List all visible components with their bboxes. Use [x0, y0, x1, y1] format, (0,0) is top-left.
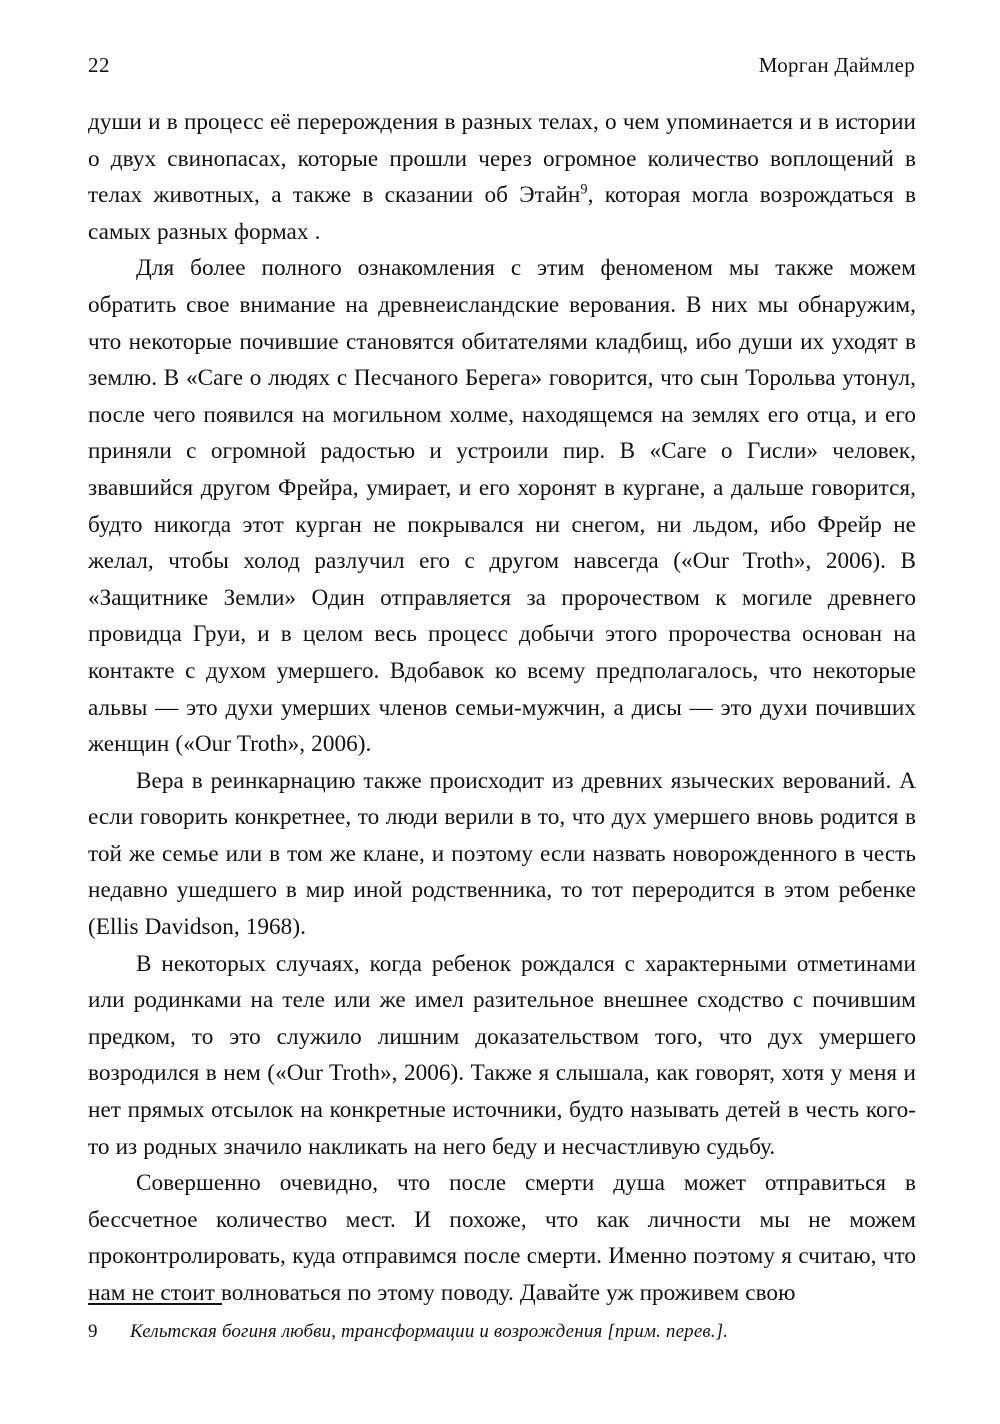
page-number: 22	[88, 53, 110, 77]
paragraph-2: Для более полного ознакомления с этим феноменом мы также можем обратить свое внимание на древнеисландские верования. В них мы обнаружим, что некоторые почившие становятся обитателями кладбищ, ибо души их уходят в землю. В «Саге о людях с Песчаного Берега» говорится, что сын Торольва утонул, после чего появился на могильном холме, находящемся на землях его отца, и его приняли с огромной радостью и устроили пир. В «Саге о Гисли» человек, звавшийся другом Фрейра, умирает, и его хоронят в кургане, а дальше говорится, будто никогда этот курган не покрывался ни снегом, ни льдом, ибо Фрейр не желал, чтобы холод разлучил его с другом навсегда («Our Troth», 2006). В «Защитнике Земли» Один отправляется за пророчеством к могиле древнего провидца Груи, и в целом весь процесс добычи этого пророчества основан на контакте с духом умершего. Вдобавок ко всему предполагалось, что некоторые альвы — это духи умерших членов семьи-мужчин, а дисы — это духи почивших женщин («Our Troth», 2006).	[88, 255, 916, 758]
footnote-text: Кельтская богиня любви, трансформации и возрождения [прим. перев.].	[130, 1321, 729, 1342]
paragraph-5: Совершенно очевидно, что после смерти душа может отправиться в бессчетное количество мест. И похоже, что как личности мы не можем проконтролировать, куда отправимся после смерти. Именно поэтому я считаю, что нам не стоит волноваться по этому поводу. Давайте уж проживем свою	[88, 1170, 916, 1306]
footnote-reference-9[interactable]: 9	[580, 181, 588, 198]
footnote-item	[88, 1319, 916, 1345]
paragraph-1	[88, 104, 916, 250]
paragraph-3: Вера в реинкарнацию также происходит из древних языческих верований. А если говорить конкретнее, то люди верили в то, что дух умершего вновь родится в той же семье или в том же клане, и поэтому если назвать новорожденного в честь недавно ушедшего в мир иной родственника, то тот переродится в этом ребенке (Ellis Davidson, 1968).	[88, 767, 916, 941]
body-text-block	[88, 104, 916, 1312]
paragraph-1-text-before-footnote: души и в процесс её перерождения в разных телах, о чем упоминается и в истории о двух свинопасах, которые прошли через огромное количество воплощений в телах животных, а также в сказании об Этайн	[88, 109, 916, 209]
running-header	[88, 50, 915, 80]
footnote-area	[88, 1303, 916, 1345]
running-title-author: Морган Даймлер	[758, 53, 915, 77]
footnote-number: 9	[88, 1321, 98, 1342]
paragraph-1-text-after-footnote: , которая могла возрождаться в самых разных формах .	[88, 182, 916, 245]
footnote-separator-rule	[88, 1303, 222, 1305]
paragraph-4: В некоторых случаях, когда ребенок рождался с характерными отметинами или родинками на теле или же имел разительное внешнее сходство с почившим предком, то это служило лишним доказательством того, что дух умершего возродился в нем («Our Troth», 2006). Также я слышала, как говорят, хотя у меня и нет прямых отсылок на конкретные источники, будто называть детей в честь кого-то из родных значило накликать на него беду и несчастливую судьбу.	[88, 950, 916, 1160]
